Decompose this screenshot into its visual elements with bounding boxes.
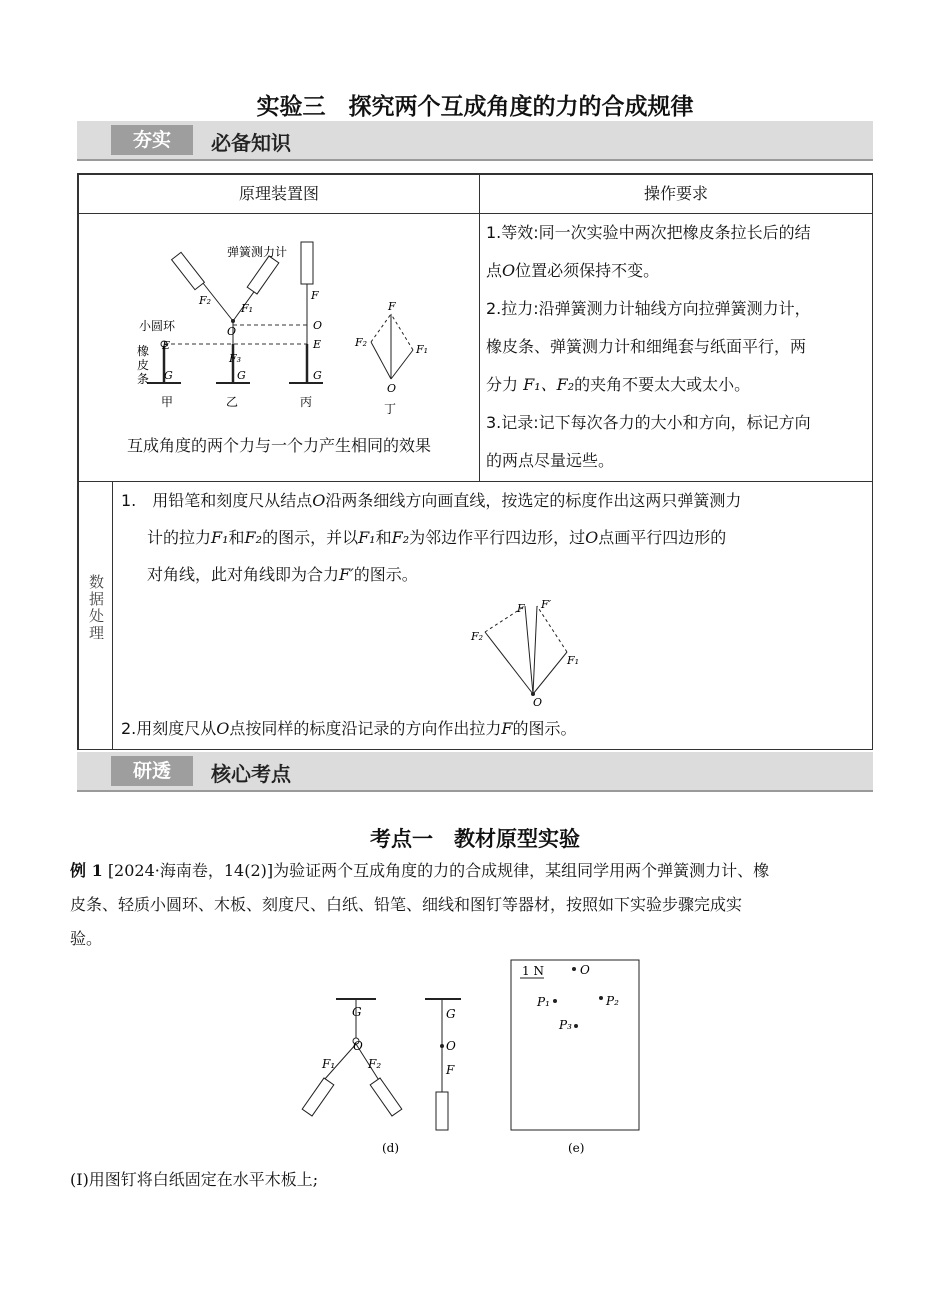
fig-d-caption: (d) (382, 1141, 400, 1155)
label-yi: 乙 (226, 395, 239, 409)
side-label: 数据处理 (87, 574, 105, 642)
proc-l3a: 对角线，此对角线即为合力 (147, 565, 340, 584)
example-paragraph (70, 854, 882, 956)
op2-line3b: 的夹角不要太大或太小。 (574, 375, 751, 394)
section-banner-core (77, 752, 873, 792)
label-rubber-2: 皮 (137, 358, 150, 372)
diagram-caption: 互成角度的两个力与一个力产生相同的效果 (126, 436, 431, 455)
proc-l2f: 点画平行四边形的 (598, 528, 727, 547)
proc-l2a: 计的拉力 (147, 528, 212, 547)
op1-line2a: 点 (486, 261, 503, 280)
parallelogram-diagram (463, 598, 603, 708)
proc-l1b: 沿两条细线方向画直线，按选定的标度作出这两只弹簧测力 (325, 491, 742, 510)
op1-line2b: 位置必须保持不变。 (515, 261, 660, 280)
proc-l4o: O (216, 719, 230, 738)
pg-label-o: O (533, 696, 543, 708)
example-text-1: [2024·海南卷，14(2)]为验证两个互成角度的力的合成规律，某组同学用两个弹簧测力计、橡 (107, 861, 770, 880)
label-f1-ding: F₁ (416, 343, 429, 356)
step-1: (Ⅰ)用图钉将白纸固定在水平木板上; (70, 1170, 319, 1189)
label-f3-yi: F₃ (229, 352, 242, 365)
proc-l2d: 和 (375, 528, 392, 547)
section-tag: 夯实 (111, 125, 193, 155)
fig-d-label-g2: G (446, 1007, 456, 1021)
op2-f1: F₁、 (523, 375, 557, 394)
col2-header: 操作要求 (479, 174, 873, 214)
knowledge-table (77, 173, 873, 750)
label-e-jia: E (162, 339, 171, 352)
proc-l1a: 1. 用铅笔和刻度尺从结点 (121, 491, 313, 510)
op3-line1: 3.记录:记下每次各力的大小和方向，标记方向 (486, 413, 811, 432)
fig-d-label-f: F (446, 1063, 455, 1077)
example-text-2: 皮条、轻质小圆环、木板、刻度尺、白纸、铅笔、细线和图钉等器材，按照如下实验步骤完成实 (70, 895, 743, 914)
label-f1-yi: F₁ (241, 302, 254, 315)
fig-e-caption: (e) (568, 1141, 585, 1155)
fig-d-label-o1: O (353, 1039, 363, 1053)
label-spring-scale: 弹簧测力计 (227, 245, 288, 259)
label-rubber-1: 橡 (137, 344, 150, 358)
figure-d-e (300, 958, 640, 1158)
pg-label-f2: F₂ (471, 630, 484, 643)
proc-l3b: 的图示。 (353, 565, 418, 584)
label-bing: 丙 (300, 395, 313, 409)
section-banner-knowledge (77, 121, 873, 161)
op1-point-o: O (502, 261, 516, 280)
proc-l2e: 为邻边作平行四边形，过 (409, 528, 586, 547)
proc-l2f2: F₂ (244, 528, 263, 547)
label-f-bing: F (311, 289, 319, 302)
proc-l1o: O (312, 491, 326, 510)
op2-line3a: 分力 (486, 375, 519, 394)
proc-l4a: 2.用刻度尺从 (121, 719, 217, 738)
label-f-ding: F (388, 300, 396, 313)
proc-l2f1: F₁ (211, 528, 229, 547)
example-text-3: 验。 (70, 929, 103, 948)
label-g-bing: G (313, 369, 322, 382)
label-jia: 甲 (161, 395, 174, 409)
label-f2-yi: F₂ (199, 294, 212, 307)
proc-l2c: 的图示，并以 (262, 528, 359, 547)
data-processing-cell (112, 481, 873, 750)
section-tag: 研透 (111, 756, 193, 786)
pg-label-f: F (517, 602, 525, 615)
pg-label-f1: F₁ (567, 654, 580, 667)
page-title: 实验三 探究两个互成角度的力的合成规律 (256, 94, 694, 120)
op2-line1: 2.拉力:沿弹簧测力计轴线方向拉弹簧测力计， (486, 299, 811, 318)
proc-l4f: F (501, 719, 513, 738)
section-label: 必备知识 (211, 131, 291, 155)
principle-diagram-cell (78, 213, 480, 482)
label-small-ring: 小圆环 (139, 319, 176, 333)
operation-requirements-cell (479, 213, 873, 482)
op2-line2: 橡皮条、弹簧测力计和细绳套与纸面平行，两 (486, 337, 807, 356)
proc-l2o: O (585, 528, 599, 547)
fig-d-label-o2: O (446, 1039, 456, 1053)
example-label: 例 1 (70, 861, 103, 880)
label-g-yi: G (237, 369, 246, 382)
proc-l2f1b: F₁ (358, 528, 376, 547)
label-o-yi: O (227, 325, 237, 338)
label-o-ding: O (387, 382, 397, 395)
proc-l4b: 点按同样的标度沿记录的方向作出拉力 (229, 719, 502, 738)
fig-e-label-p3: P₃ (559, 1018, 572, 1032)
proc-l2b: 和 (228, 528, 245, 547)
op3-line2: 的两点尽量远些。 (486, 451, 615, 470)
label-f2-ding: F₂ (355, 336, 368, 349)
label-ding: 丁 (384, 402, 397, 416)
proc-l3f: F′ (339, 565, 354, 584)
fig-e-label-o: O (580, 963, 590, 977)
pg-label-fprime: F′ (541, 598, 552, 611)
section-label: 核心考点 (211, 762, 291, 786)
proc-l4c: 的图示。 (512, 719, 577, 738)
fig-e-scale: 1 N (522, 964, 544, 978)
fig-d-label-g1: G (352, 1005, 362, 1019)
fig-e-label-p1: P₁ (537, 995, 550, 1009)
apparatus-diagram (79, 214, 479, 429)
label-o-bing: O (313, 319, 323, 332)
col1-header: 原理装置图 (78, 174, 480, 214)
fig-e-label-p2: P₂ (606, 994, 619, 1008)
kaodian-title: 考点一 教材原型实验 (370, 827, 580, 851)
side-label-cell (78, 481, 113, 750)
op1-line1: 1.等效:同一次实验中两次把橡皮条拉长后的结 (486, 223, 811, 242)
op2-f2: F₂ (556, 375, 575, 394)
label-e-bing: E (313, 338, 322, 351)
fig-d-label-f1: F₁ (322, 1057, 336, 1071)
proc-l2f2b: F₂ (391, 528, 410, 547)
fig-d-label-f2: F₂ (368, 1057, 382, 1071)
label-g-jia: G (164, 369, 173, 382)
label-rubber-3: 条 (137, 372, 150, 386)
